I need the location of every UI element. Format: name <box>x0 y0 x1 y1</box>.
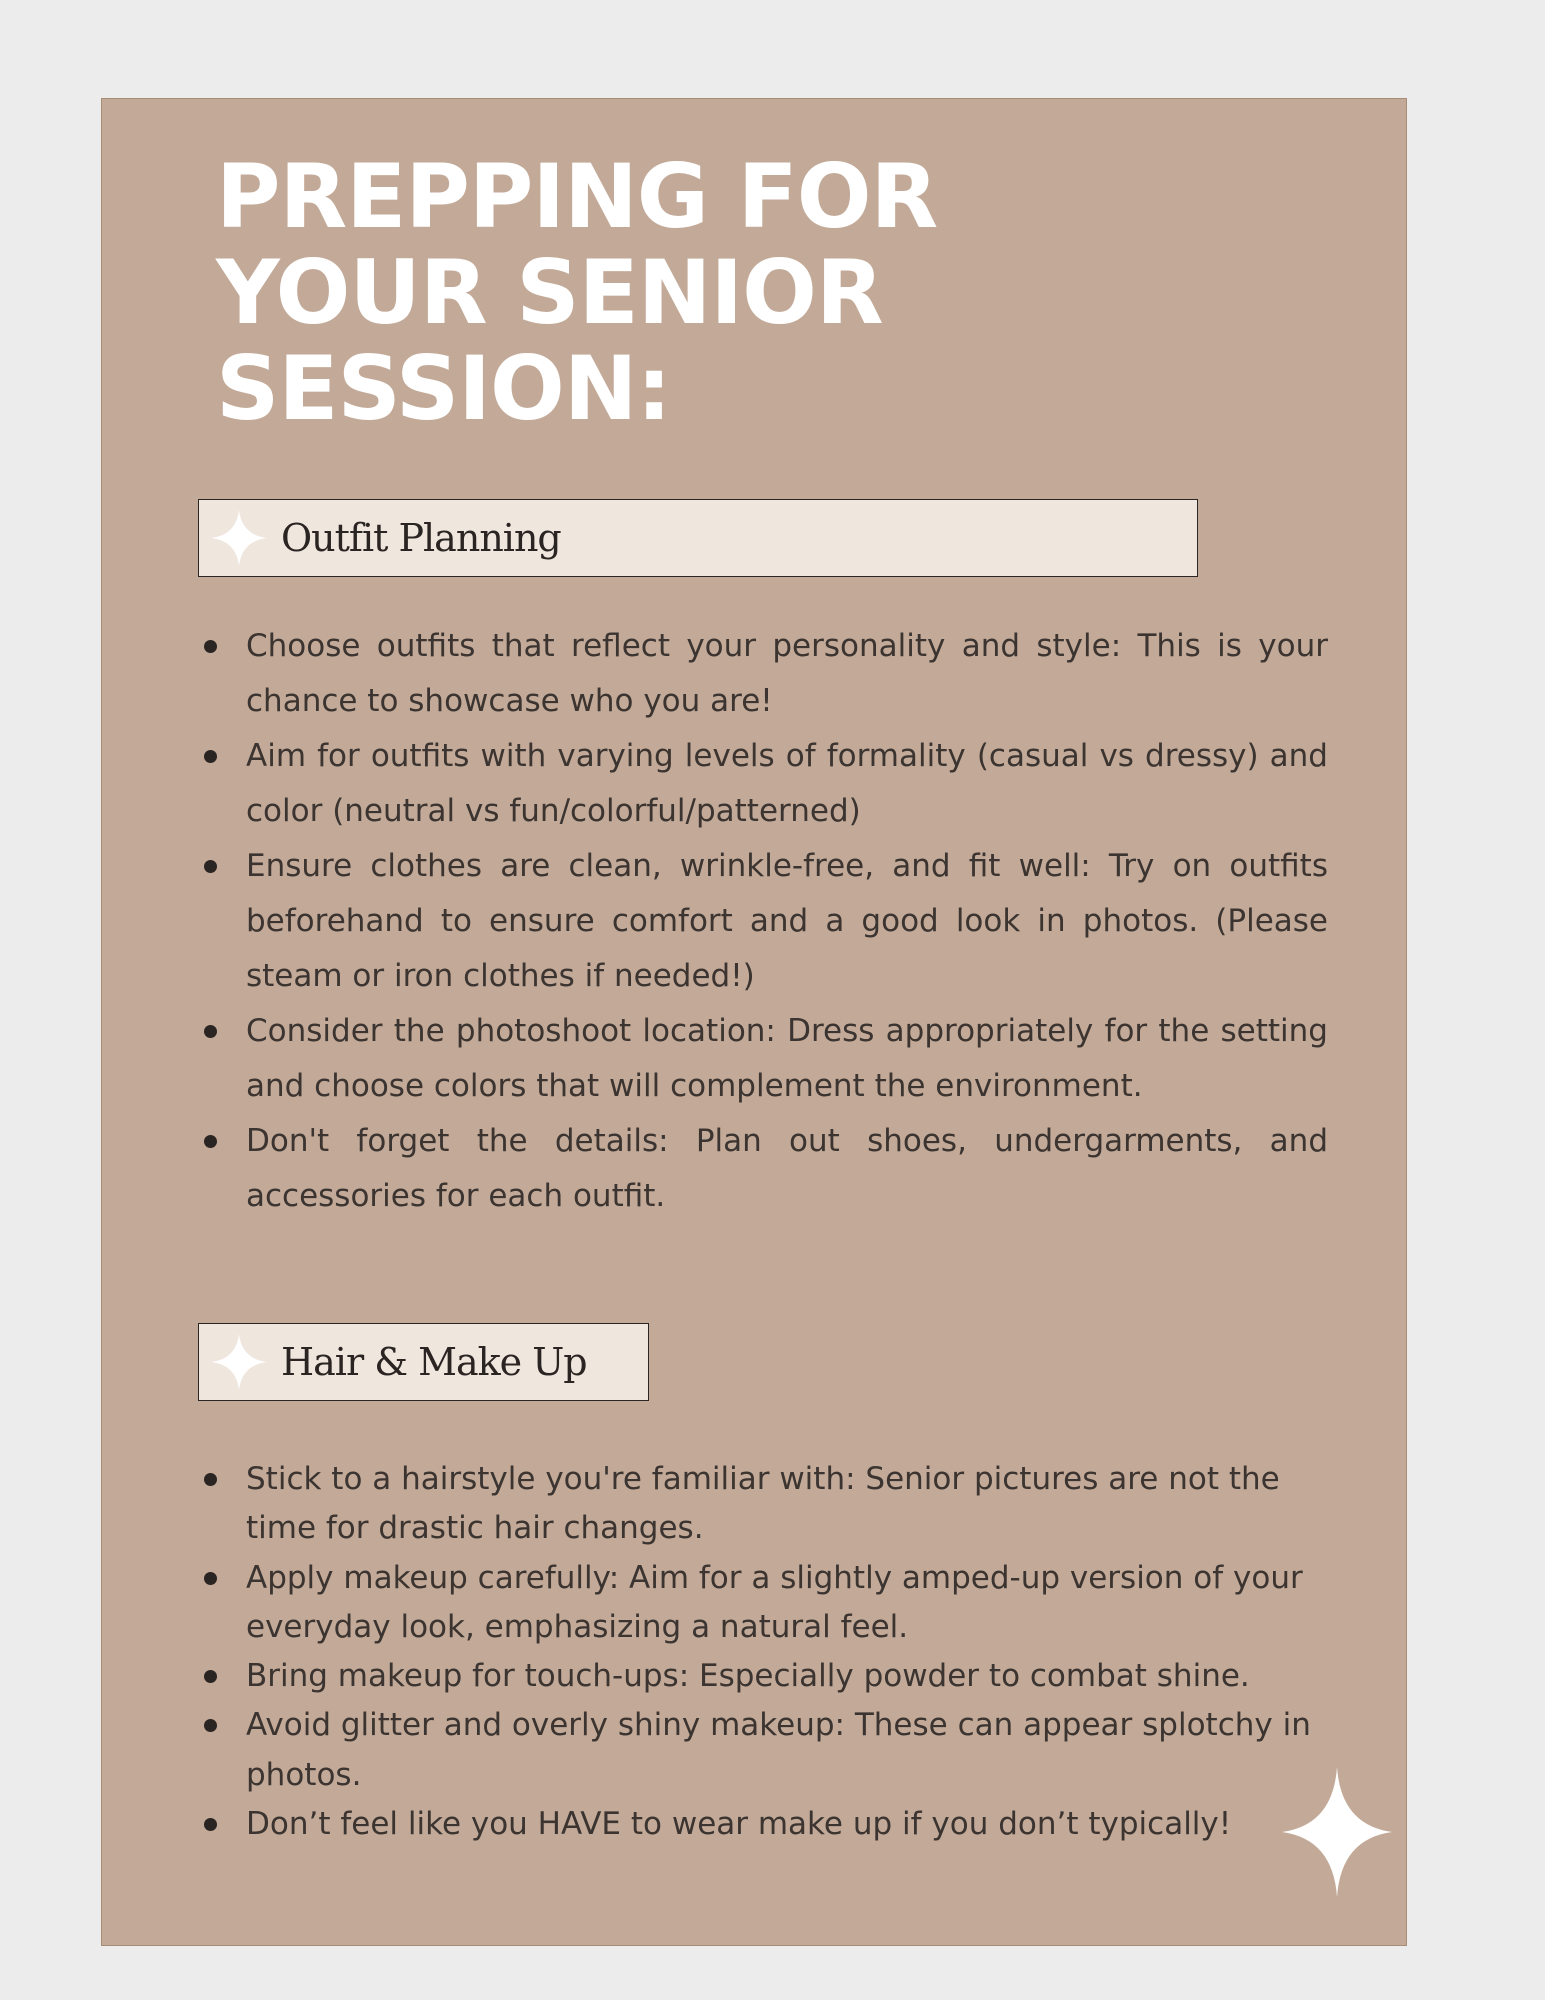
list-item <box>198 1114 1328 1224</box>
title-line-3: SESSION: <box>216 337 671 440</box>
bullet-dot <box>204 1719 217 1732</box>
list-item-text: Apply makeup carefully: Aim for a slightly amped-up version of your everyday look, emphasizing a natural feel. <box>246 1559 1303 1645</box>
outfit-planning-list <box>198 619 1328 1224</box>
flyer-card <box>101 98 1407 1946</box>
bullet-dot <box>204 1572 217 1585</box>
section-header-hair-make-up <box>198 1323 649 1401</box>
list-item <box>198 1652 1328 1701</box>
list-item-text: Bring makeup for touch-ups: Especially powder to combat shine. <box>246 1658 1250 1695</box>
sparkle-icon <box>209 508 269 568</box>
list-item-text: Aim for outfits with varying levels of formality (casual vs dressy) and color (neutral vs fun/colorful/patterned) <box>246 738 1328 829</box>
bullet-dot <box>204 640 217 653</box>
bullet-dot <box>204 860 217 873</box>
sparkle-icon <box>1282 1767 1392 1897</box>
list-item <box>198 1554 1328 1653</box>
bullet-dot <box>204 1135 217 1148</box>
list-item-text: Choose outfits that reflect your personality and style: This is your chance to showcase who you are! <box>246 628 1328 719</box>
list-item <box>198 1455 1328 1554</box>
list-item <box>198 1701 1328 1800</box>
list-item-text: Ensure clothes are clean, wrinkle-free, and fit well: Try on outfits beforehand to ensure comfort and a good look in photos. (Please steam or iron clothes if needed!) <box>246 848 1328 994</box>
list-item-text: Consider the photoshoot location: Dress appropriately for the setting and choose colors that will complement the environment. <box>246 1013 1328 1104</box>
section-header-outfit-planning <box>198 499 1198 577</box>
bullet-dot <box>204 1818 217 1831</box>
list-item-text: Stick to a hairstyle you're familiar with: Senior pictures are not the time for drastic hair changes. <box>246 1461 1280 1547</box>
section-heading: Outfit Planning <box>281 516 561 560</box>
title-line-2: YOUR SENIOR <box>216 241 883 344</box>
hair-make-up-list <box>198 1455 1328 1849</box>
list-item <box>198 839 1328 1004</box>
list-item <box>198 729 1328 839</box>
bullet-dot <box>204 1473 217 1486</box>
bullet-dot <box>204 1025 217 1038</box>
sparkle-icon <box>209 1332 269 1392</box>
bullet-dot <box>204 750 217 763</box>
page-title <box>216 145 1116 440</box>
list-item-text: Don’t feel like you HAVE to wear make up if you don’t typically! <box>246 1806 1232 1843</box>
list-item <box>198 619 1328 729</box>
title-line-1: PREPPING FOR <box>216 145 938 248</box>
list-item-text: Don't forget the details: Plan out shoes, undergarments, and accessories for each outfit. <box>246 1123 1328 1214</box>
bullet-dot <box>204 1670 217 1683</box>
list-item-text: Avoid glitter and overly shiny makeup: These can appear splotchy in photos. <box>246 1707 1311 1793</box>
list-item <box>198 1800 1328 1849</box>
section-heading: Hair & Make Up <box>281 1340 587 1384</box>
list-item <box>198 1004 1328 1114</box>
